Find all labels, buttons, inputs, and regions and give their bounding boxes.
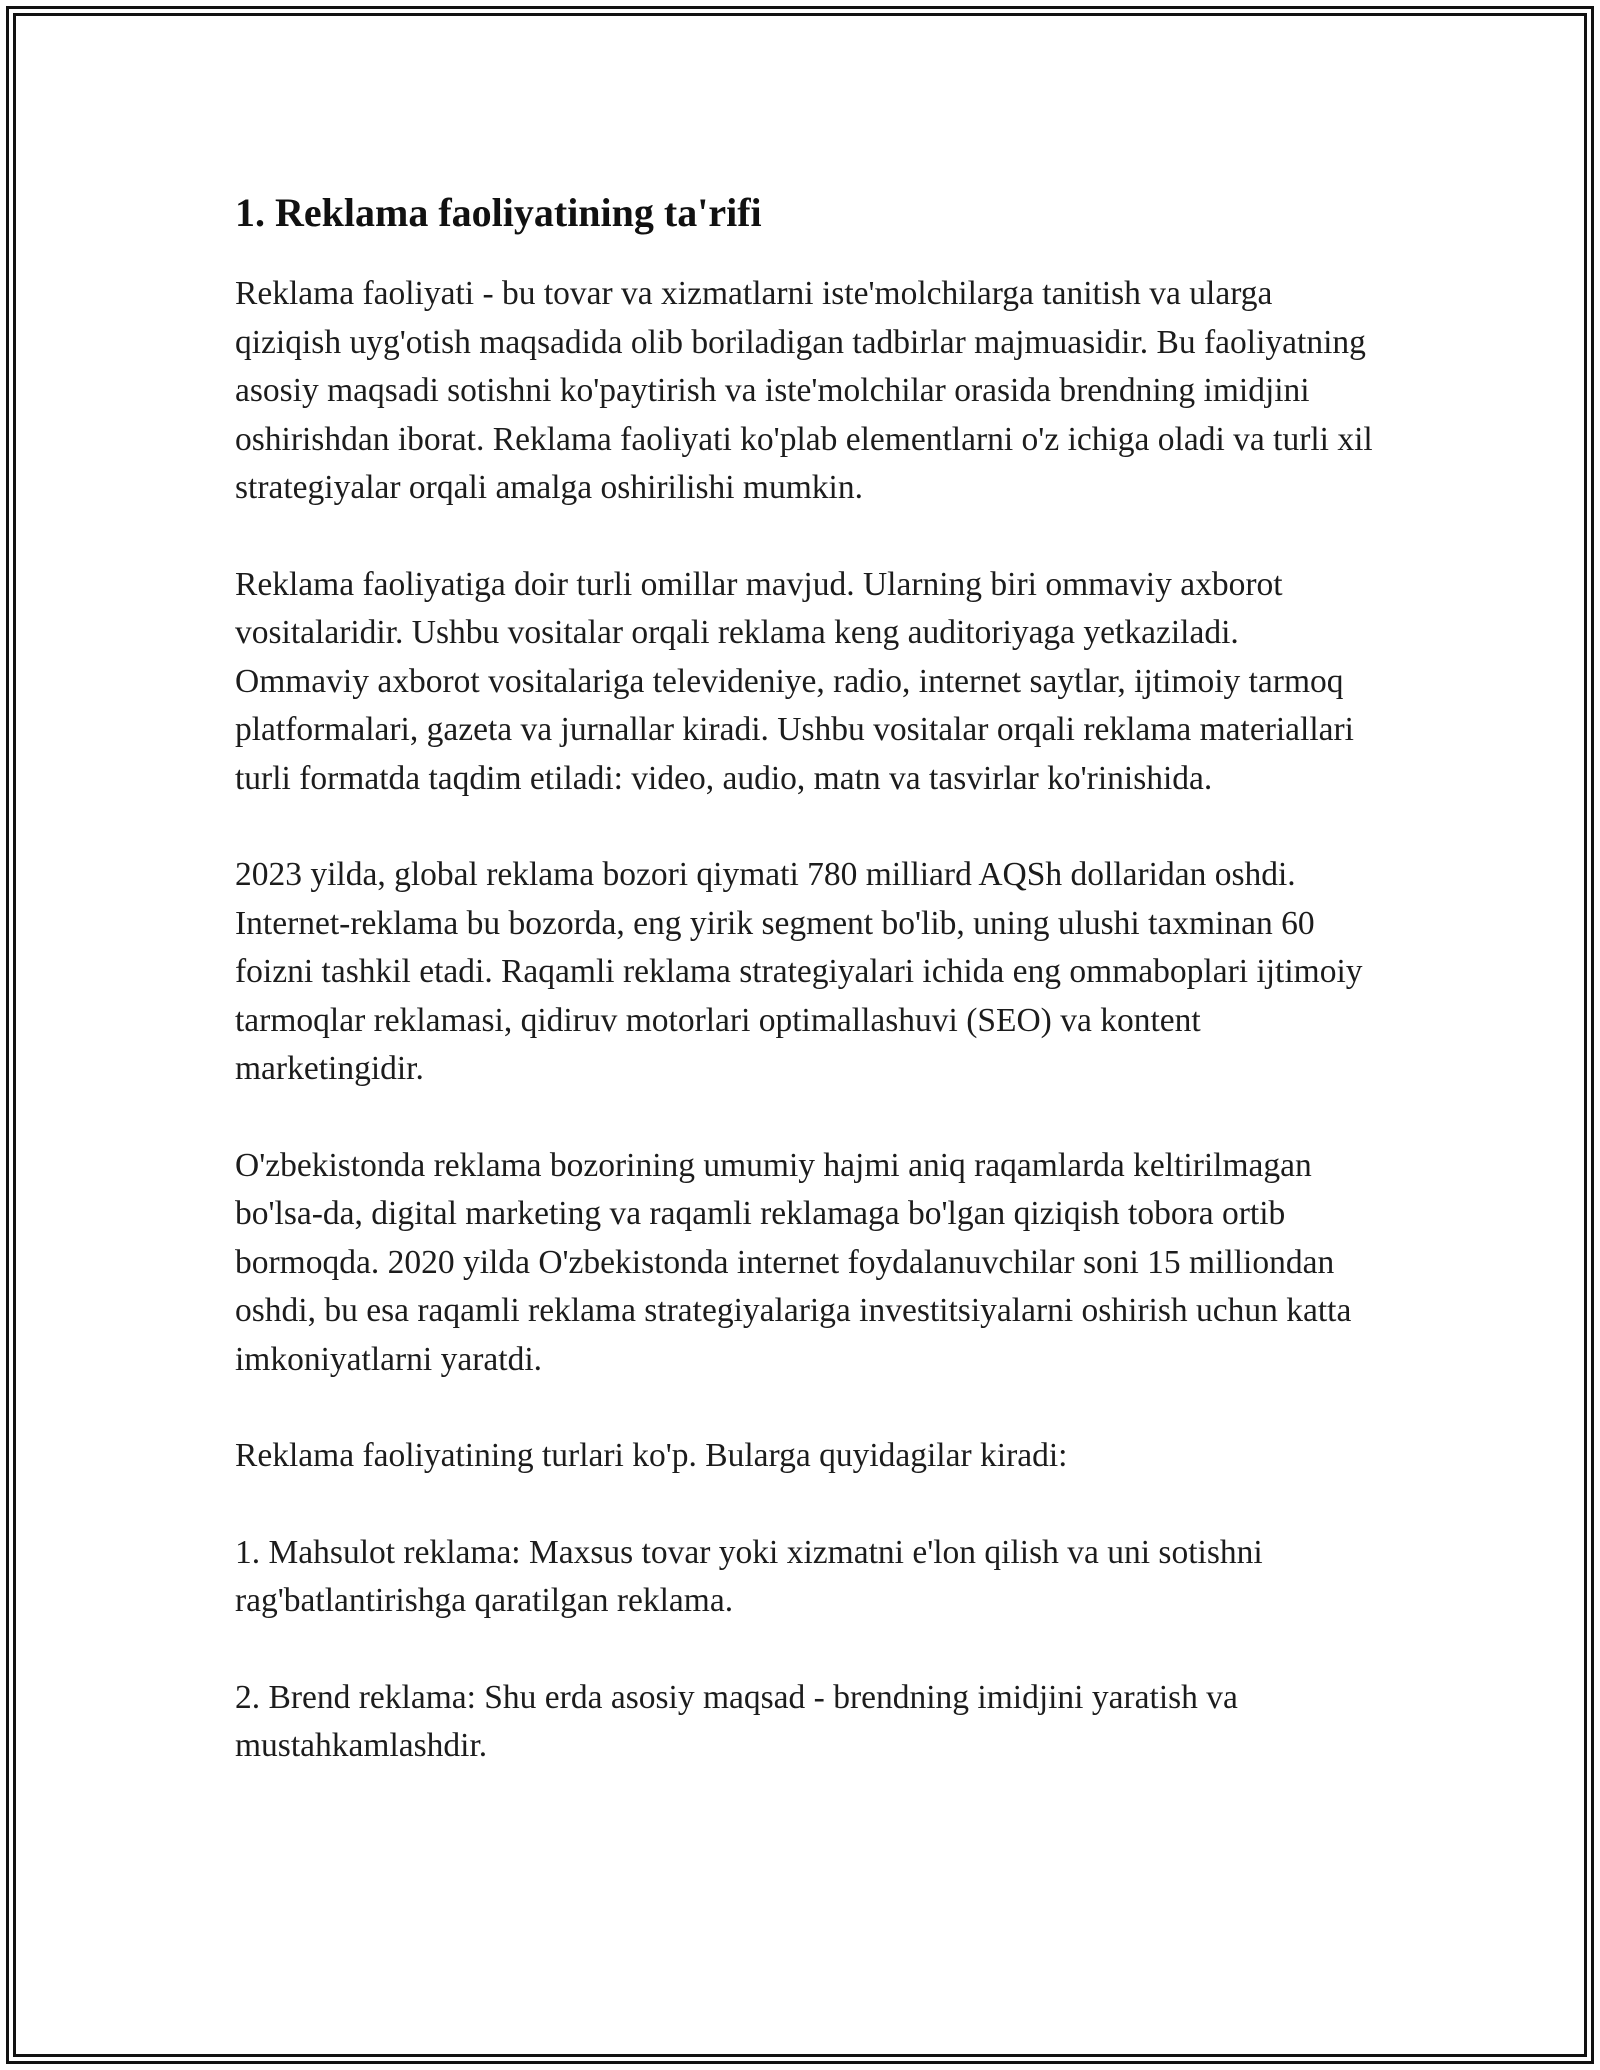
- document-body: [235, 186, 1375, 1771]
- paragraph-global-market: 2023 yilda, global reklama bozori qiymati 780 milliard AQSh dollaridan oshdi. Internet-reklama bu bozorda, eng yirik segment bo'lib, uning ulushi taxminan 60 foizni tashkil etadi. Raqamli reklama strategiyalari ichida eng ommaboplari ijtimoiy tarmoqlar reklamasi, qidiruv motorlari optimallashuvi (SEO) va kontent marketingidir.: [235, 856, 1363, 1087]
- paragraph-media-factors: Reklama faoliyatiga doir turli omillar mavjud. Ularning biri ommaviy axborot vositalaridir. Ushbu vositalar orqali reklama keng auditoriyaga yetkaziladi. Ommaviy axborot vositalariga televideniye, radio, internet saytlar, ijtimoiy tarmoq platformalari, gazeta va jurnallar kiradi. Ushbu vositalar orqali reklama materiallari turli formatda taqdim etiladi: video, audio, matn va tasvirlar ko'rinishida.: [235, 565, 1354, 797]
- list-item-brand-ad: 2. Brend reklama: Shu erda asosiy maqsad - brendning imidjini yaratish va mustahkamlashdir.: [235, 1678, 1238, 1764]
- list-item-product-ad: 1. Mahsulot reklama: Maxsus tovar yoki xizmatni e'lon qilish va uni sotishni rag'batlantirishga qaratilgan reklama.: [235, 1533, 1263, 1619]
- section-heading: 1. Reklama faoliyatining ta'rifi: [235, 190, 762, 235]
- paragraph-definition: Reklama faoliyati - bu tovar va xizmatlarni iste'molchilarga tanitish va ularga qiziqish uyg'otish maqsadida olib boriladigan tadbirlar majmuasidir. Bu faoliyatning asosiy maqsadi sotishni ko'paytirish va iste'molchilar orasida brendning imidjini oshirishdan iborat. Reklama faoliyati ko'plab elementlarni o'z ichiga oladi va turli xil strategiyalar orqali amalga oshirilishi mumkin.: [235, 275, 1373, 506]
- paragraph-types-intro: Reklama faoliyatining turlari ko'p. Bularga quyidagilar kiradi:: [235, 1437, 1068, 1474]
- paragraph-uzbekistan-market: O'zbekistonda reklama bozorining umumiy hajmi aniq raqamlarda keltirilmagan bo'lsa-da, digital marketing va raqamli reklamaga bo'lgan qiziqish tobora ortib bormoqda. 2020 yilda O'zbekistonda internet foydalanuvchilar soni 15 milliondan oshdi, bu esa raqamli reklama strategiyalariga investitsiyalarni oshirish uchun katta imkoniyatlarni yaratdi.: [235, 1146, 1352, 1378]
